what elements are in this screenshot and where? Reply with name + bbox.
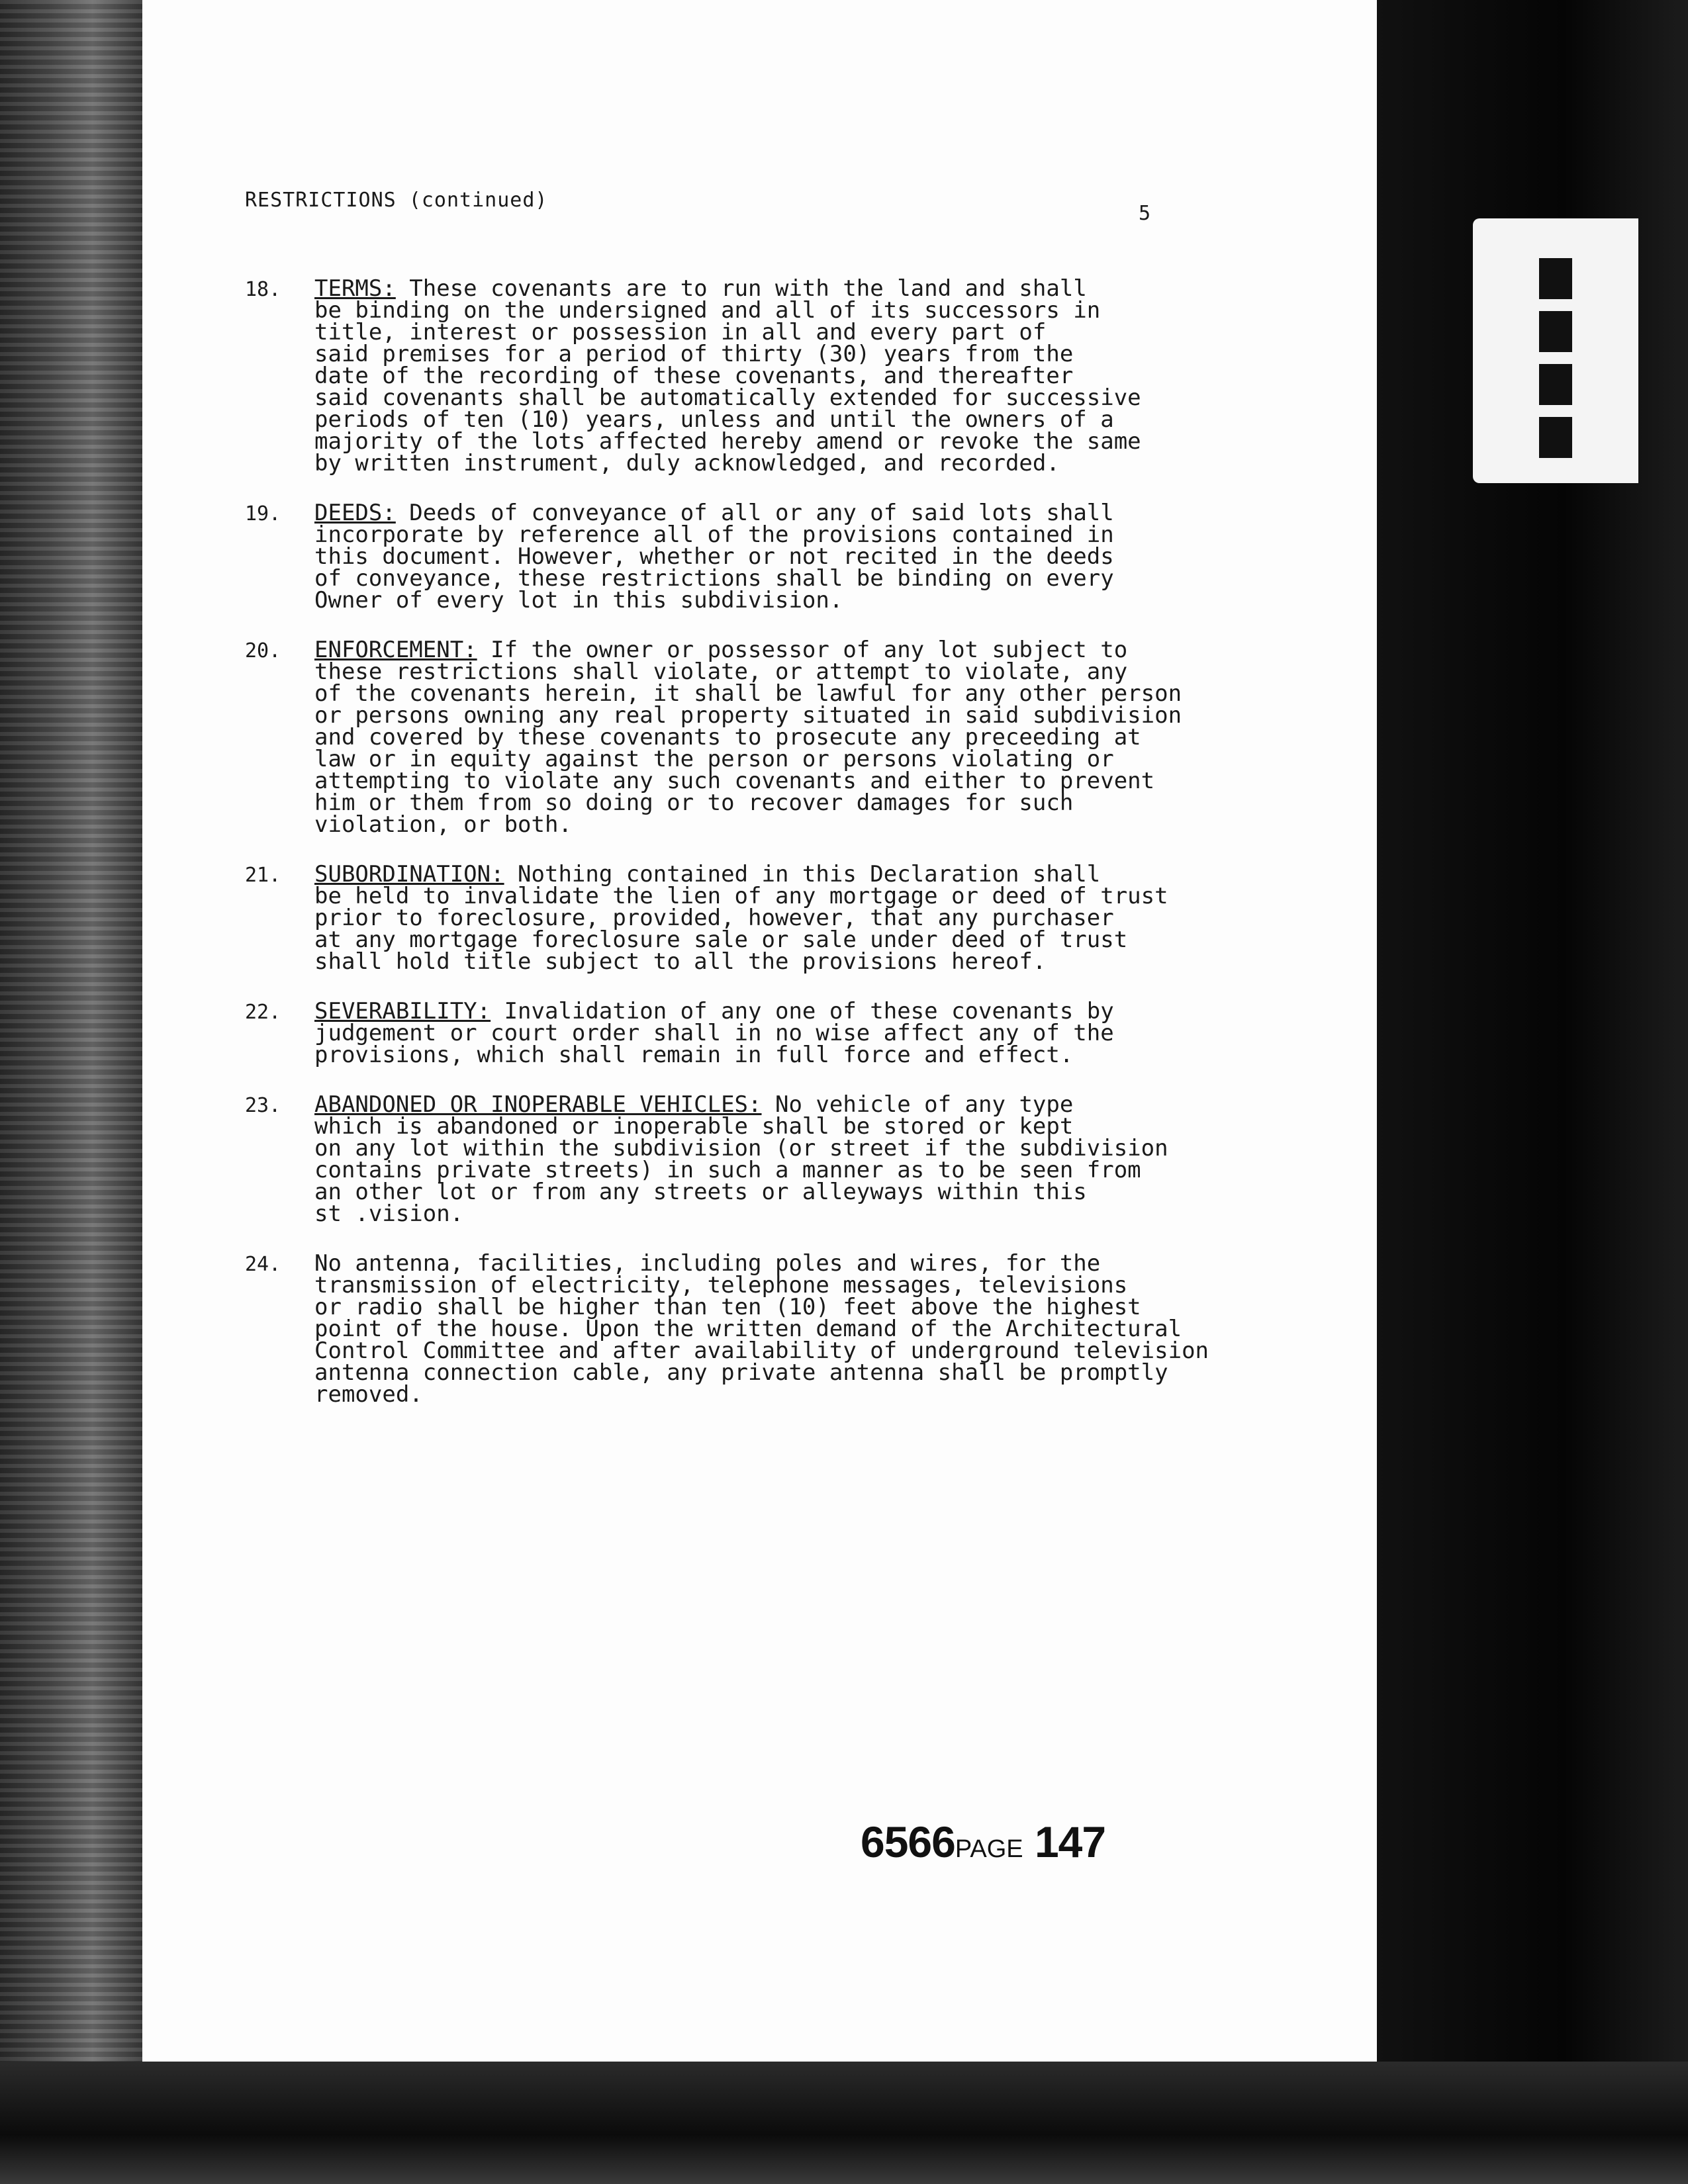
item-text: No antenna, facilities, including poles and wires, for the transmission of electricity, telephone messages, televisions or radio shall be higher than ten (10) feet above the highest point of the house. Upon the written demand of the Architectural Control Committee and after availability of underground television antenna connection cable, any private antenna shall be promptly removed. (314, 1250, 1209, 1408)
item-heading: TERMS: (314, 275, 396, 302)
list-item (245, 1250, 1304, 1408)
binder-tab-marks (1539, 258, 1572, 470)
list-item (245, 275, 1304, 477)
item-number: 18. (245, 278, 281, 301)
stamp-book: 6566 (861, 1817, 955, 1866)
item-heading: SEVERABILITY: (314, 998, 491, 1024)
item-body (314, 639, 1304, 836)
list-item (245, 1091, 1304, 1227)
list-item (245, 502, 1304, 612)
item-heading: DEEDS: (314, 500, 396, 526)
page-header: RESTRICTIONS (continued) (245, 189, 548, 212)
item-body (314, 861, 1304, 975)
recording-stamp (861, 1817, 1105, 1867)
item-number: 22. (245, 1001, 281, 1024)
item-text: If the owner or possessor of any lot subject to these restrictions shall violate, or attempt to violate, any of the covenants herein, it shall be lawful for any other person or persons owning any real property situated in said subdivision and covered by these covenants to prosecute any preceeding at law or in equity against the person or persons violating or attempting to violate any such covenants and either to prevent him or them from so doing or to recover damages for such violation, or both. (314, 637, 1182, 838)
item-body (314, 1091, 1304, 1227)
scan-bottom-edge (0, 2062, 1688, 2184)
item-body (314, 275, 1304, 477)
item-body (314, 502, 1304, 612)
item-number: 20. (245, 639, 281, 662)
restrictions-list (245, 275, 1304, 1433)
item-text: Deeds of conveyance of all or any of said lots shall incorporate by reference all of the provisions contained in this document. However, whether or not recited in the deeds of conveyance, these restrictions shall be binding on every Owner of every lot in this subdivision. (314, 500, 1114, 614)
item-number: 19. (245, 502, 281, 525)
scan-left-edge (0, 0, 142, 2184)
item-heading: ABANDONED OR INOPERABLE VEHICLES: (314, 1091, 762, 1118)
item-text: Nothing contained in this Declaration shall be held to invalidate the lien of any mortgage or deed of trust prior to foreclosure, provided, however, that any purchaser at any mortgage foreclosure sale or sale under deed of trust shall hold title subject to all the provisions hereof. (314, 861, 1168, 975)
list-item (245, 998, 1304, 1068)
item-number: 23. (245, 1094, 281, 1117)
item-text: Invalidation of any one of these covenants by judgement or court order shall in no wise affect any of the provisions, which shall remain in full force and effect. (314, 998, 1114, 1068)
stamp-page: 147 (1034, 1817, 1106, 1866)
page-number: 5 (1139, 202, 1151, 225)
tab-mark (1539, 258, 1572, 299)
item-heading: ENFORCEMENT: (314, 637, 477, 663)
item-text: No vehicle of any type which is abandoned or inoperable shall be stored or kept on any lot within the subdivision (or street if the subdivision contains private streets) in such a manner as to be seen from an other lot or from any streets or alleyways within this st .vision. (314, 1091, 1168, 1227)
list-item (245, 639, 1304, 836)
item-text: These covenants are to run with the land and shall be binding on the undersigned and all of its successors in title, interest or possession in all and every part of said premises for a period of thirty (30) years from the date of the recording of these covenants, and thereafter said covenants shall be automatically extended for successive periods of ten (10) years, unless and until the owners of a majority of the lots affected hereby amend or revoke the same by written instrument, duly acknowledged, and recorded. (314, 275, 1141, 477)
item-body (314, 1250, 1304, 1408)
tab-mark (1539, 417, 1572, 458)
list-item (245, 861, 1304, 975)
stamp-page-label: PAGE (955, 1835, 1023, 1863)
tab-mark (1539, 311, 1572, 352)
item-number: 24. (245, 1253, 281, 1276)
tab-mark (1539, 364, 1572, 405)
item-heading: SUBORDINATION: (314, 861, 504, 887)
item-number: 21. (245, 864, 281, 887)
item-body (314, 998, 1304, 1068)
